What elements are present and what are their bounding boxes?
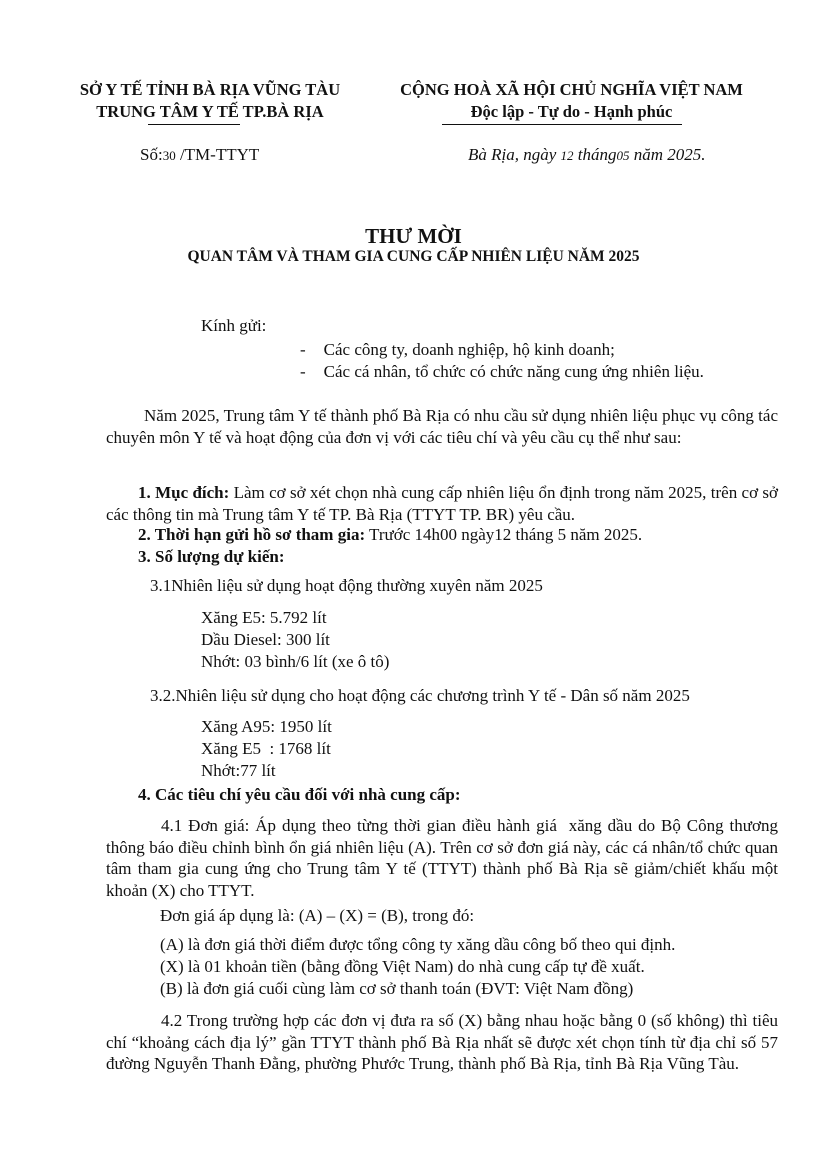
section-purpose-text: Làm cơ sở xét chọn nhà cung cấp nhiên liệu ổn định trong năm 2025, trên cơ sở các thông tin mà Trung tâm Y tế TP. Bà Rịa (TTYT TP. BR) yêu cầu. — [106, 483, 778, 524]
quantity-item: Xăng E5: 5.792 lít — [201, 608, 327, 627]
section-deadline-text: Trước 14h00 ngày12 tháng 5 năm 2025. — [365, 525, 643, 544]
price-definition: (A) là đơn giá thời điểm được tổng công ty xăng dầu công bố theo qui định. — [160, 935, 676, 954]
date-month-word: tháng — [573, 145, 617, 164]
doc-no-suffix: /TM-TTYT — [175, 145, 260, 164]
recipients-label: Kính gửi: — [201, 316, 267, 335]
national-motto: Độc lập - Tự do - Hạnh phúc — [470, 102, 673, 121]
agency-name: SỞ Y TẾ TỈNH BÀ RỊA VŨNG TÀU — [79, 80, 341, 99]
date-year: năm 2025. — [629, 145, 706, 164]
section-deadline-label: 2. Thời hạn gửi hồ sơ tham gia: — [138, 525, 366, 544]
document-date — [468, 145, 706, 165]
letter-subtitle: QUAN TÂM VÀ THAM GIA CUNG CẤP NHIÊN LIỆU NĂM 2025 — [187, 248, 640, 265]
section-purpose — [106, 482, 778, 525]
quantity-item: Dầu Diesel: 300 lít — [201, 630, 330, 649]
intro-paragraph: Năm 2025, Trung tâm Y tế thành phố Bà Rịa có nhu cầu sử dụng nhiên liệu phục vụ công tác chuyên môn Y tế và hoạt động của đơn vị với các tiêu chí và yêu cầu cụ thể như sau: — [106, 406, 778, 447]
left-header-rule — [148, 124, 240, 125]
quantity-item: Nhớt: 03 bình/6 lít (xe ô tô) — [201, 652, 390, 671]
price-definition: (X) là 01 khoản tiền (bằng đồng Việt Nam) do nhà cung cấp tự đề xuất. — [160, 957, 645, 976]
subsection-regular-title: 3.1Nhiên liệu sử dụng hoạt động thường xuyên năm 2025 — [150, 576, 543, 595]
date-place: Bà Rịa, ngày — [468, 145, 561, 164]
right-header-rule — [442, 124, 682, 125]
subsection-program-title: 3.2.Nhiên liệu sử dụng cho hoạt động các chương trình Y tế - Dân số năm 2025 — [150, 686, 690, 705]
section-purpose-label: 1. Mục đích: — [138, 483, 230, 502]
letter-title: THƯ MỜI — [365, 224, 462, 248]
price-formula: Đơn giá áp dụng là: (A) – (X) = (B), trong đó: — [160, 906, 475, 925]
quantity-item: Xăng E5 : 1768 lít — [201, 739, 331, 758]
document-number — [140, 145, 259, 165]
recipient-item: - Các công ty, doanh nghiệp, hộ kinh doanh; — [300, 340, 615, 359]
unit-price-paragraph: 4.1 Đơn giá: Áp dụng theo từng thời gian điều hành giá xăng dầu do Bộ Công thương thông báo điều chỉnh bình ổn giá nhiên liệu (A). Trên cơ sở đơn giá này, các cá nhân/tổ chức quan tâm tham gia cung ứng cho Trung tâm Y tế (TTYT) thành phố Bà Rịa sẽ giảm/chiết khấu một khoản (X) cho TTYT. — [106, 816, 783, 900]
national-title: CỘNG HOÀ XÃ HỘI CHỦ NGHĨA VIỆT NAM — [400, 80, 743, 99]
recipient-item: - Các cá nhân, tổ chức có chức năng cung ứng nhiên liệu. — [300, 362, 704, 381]
quantity-item: Xăng A95: 1950 lít — [201, 717, 332, 736]
doc-no-prefix: Số: — [140, 145, 163, 164]
tie-break-paragraph: 4.2 Trong trường hợp các đơn vị đưa ra số (X) bằng nhau hoặc bằng 0 (số không) thì tiêu chí “khoảng cách địa lý” gần TTYT thành phố Bà Rịa nhất sẽ được xét chọn tính từ địa chỉ số 57 đường Nguyễn Thanh Đằng, phường Phước Trung, thành phố Bà Rịa, tỉnh Bà Rịa Vũng Tàu. — [106, 1011, 778, 1074]
date-month: 05 — [616, 148, 630, 163]
section-deadline — [138, 525, 642, 545]
quantity-item: Nhớt:77 lít — [201, 761, 276, 780]
center-name: TRUNG TÂM Y TẾ TP.BÀ RỊA — [96, 102, 324, 121]
section-criteria-label: 4. Các tiêu chí yêu cầu đối với nhà cung cấp: — [138, 785, 461, 804]
section-quantity-label: 3. Số lượng dự kiến: — [138, 547, 285, 566]
date-day: 12 — [560, 148, 574, 163]
doc-no-value: 30 — [162, 148, 176, 163]
price-definition: (B) là đơn giá cuối cùng làm cơ sở thanh toán (ĐVT: Việt Nam đồng) — [160, 979, 634, 998]
